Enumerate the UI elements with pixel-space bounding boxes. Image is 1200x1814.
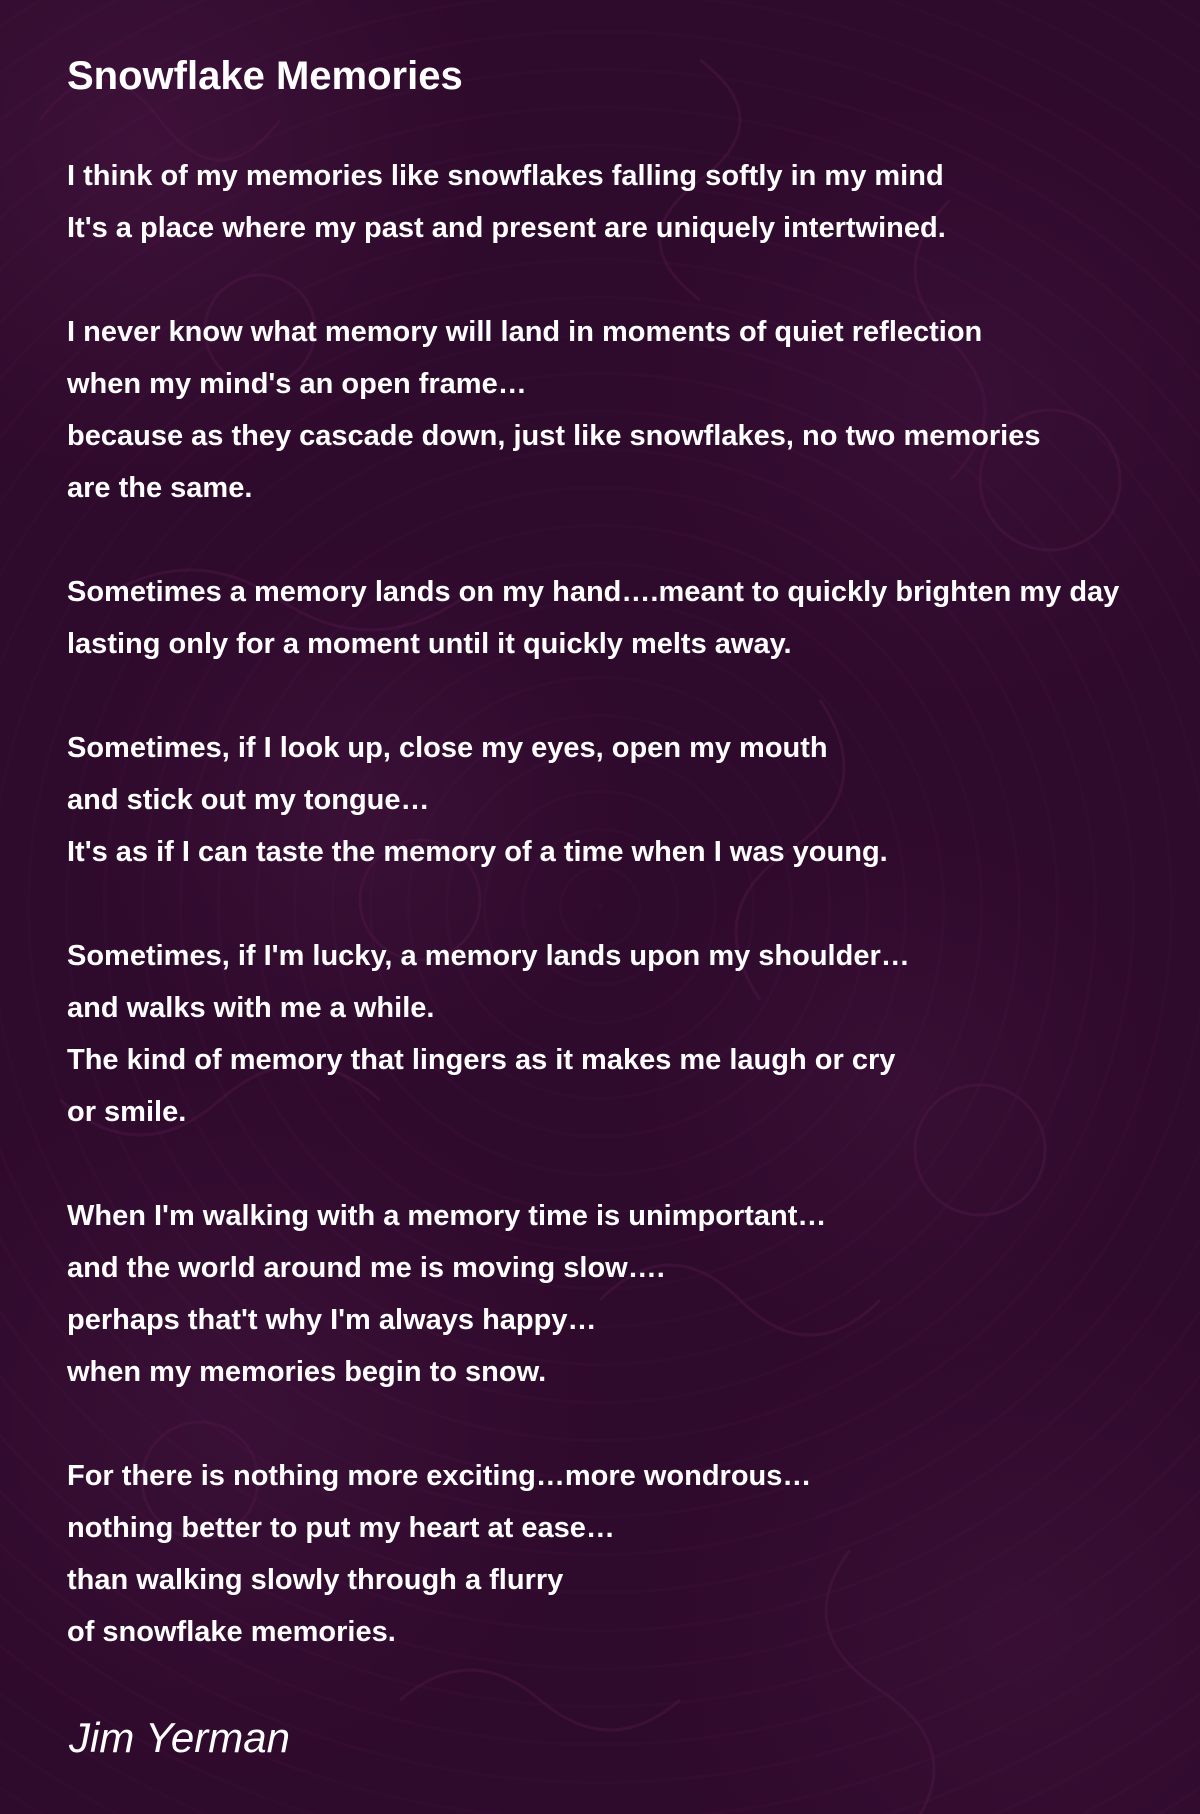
poem-line: when my mind's an open frame… [67, 368, 527, 400]
poem-line: lasting only for a moment until it quickly melts away. [67, 628, 792, 660]
stanza [67, 1450, 1200, 1658]
poem-line: For there is nothing more exciting…more wondrous… [67, 1460, 812, 1492]
poem-line: I think of my memories like snowflakes falling softly in my mind [67, 160, 944, 192]
poem-line: and walks with me a while. [67, 992, 435, 1024]
poem-author: Jim Yerman [69, 1714, 290, 1761]
stanza [67, 150, 1200, 254]
poem-line: or smile. [67, 1096, 187, 1128]
stanza [67, 566, 1200, 670]
poem-line: I never know what memory will land in moments of quiet reflection [67, 316, 983, 348]
stanza [67, 1190, 1200, 1398]
poem-line: and stick out my tongue… [67, 784, 430, 816]
poem-line: perhaps that't why I'm always happy… [67, 1304, 597, 1336]
poem-body [67, 150, 1200, 1710]
poem-line: than walking slowly through a flurry [67, 1564, 564, 1596]
stanza [67, 722, 1200, 878]
poem-line: Sometimes, if I'm lucky, a memory lands upon my shoulder… [67, 940, 910, 972]
poem-line: Sometimes, if I look up, close my eyes, open my mouth [67, 732, 828, 764]
poem-line: The kind of memory that lingers as it makes me laugh or cry [67, 1044, 896, 1076]
poem-line: When I'm walking with a memory time is unimportant… [67, 1200, 827, 1232]
poem-line: are the same. [67, 472, 253, 504]
poem-line: nothing better to put my heart at ease… [67, 1512, 615, 1544]
poem-title: Snowflake Memories [67, 54, 463, 98]
poem-line: and the world around me is moving slow…. [67, 1252, 665, 1284]
poem-line: because as they cascade down, just like snowflakes, no two memories [67, 420, 1041, 452]
stanza [67, 930, 1200, 1138]
poem-line: when my memories begin to snow. [67, 1356, 547, 1388]
stanza [67, 306, 1200, 514]
poem-line: It's as if I can taste the memory of a time when I was young. [67, 836, 888, 868]
poem-line: of snowflake memories. [67, 1616, 396, 1648]
poem-line: Sometimes a memory lands on my hand….meant to quickly brighten my day [67, 576, 1120, 608]
poem-line: It's a place where my past and present are uniquely intertwined. [67, 212, 946, 244]
